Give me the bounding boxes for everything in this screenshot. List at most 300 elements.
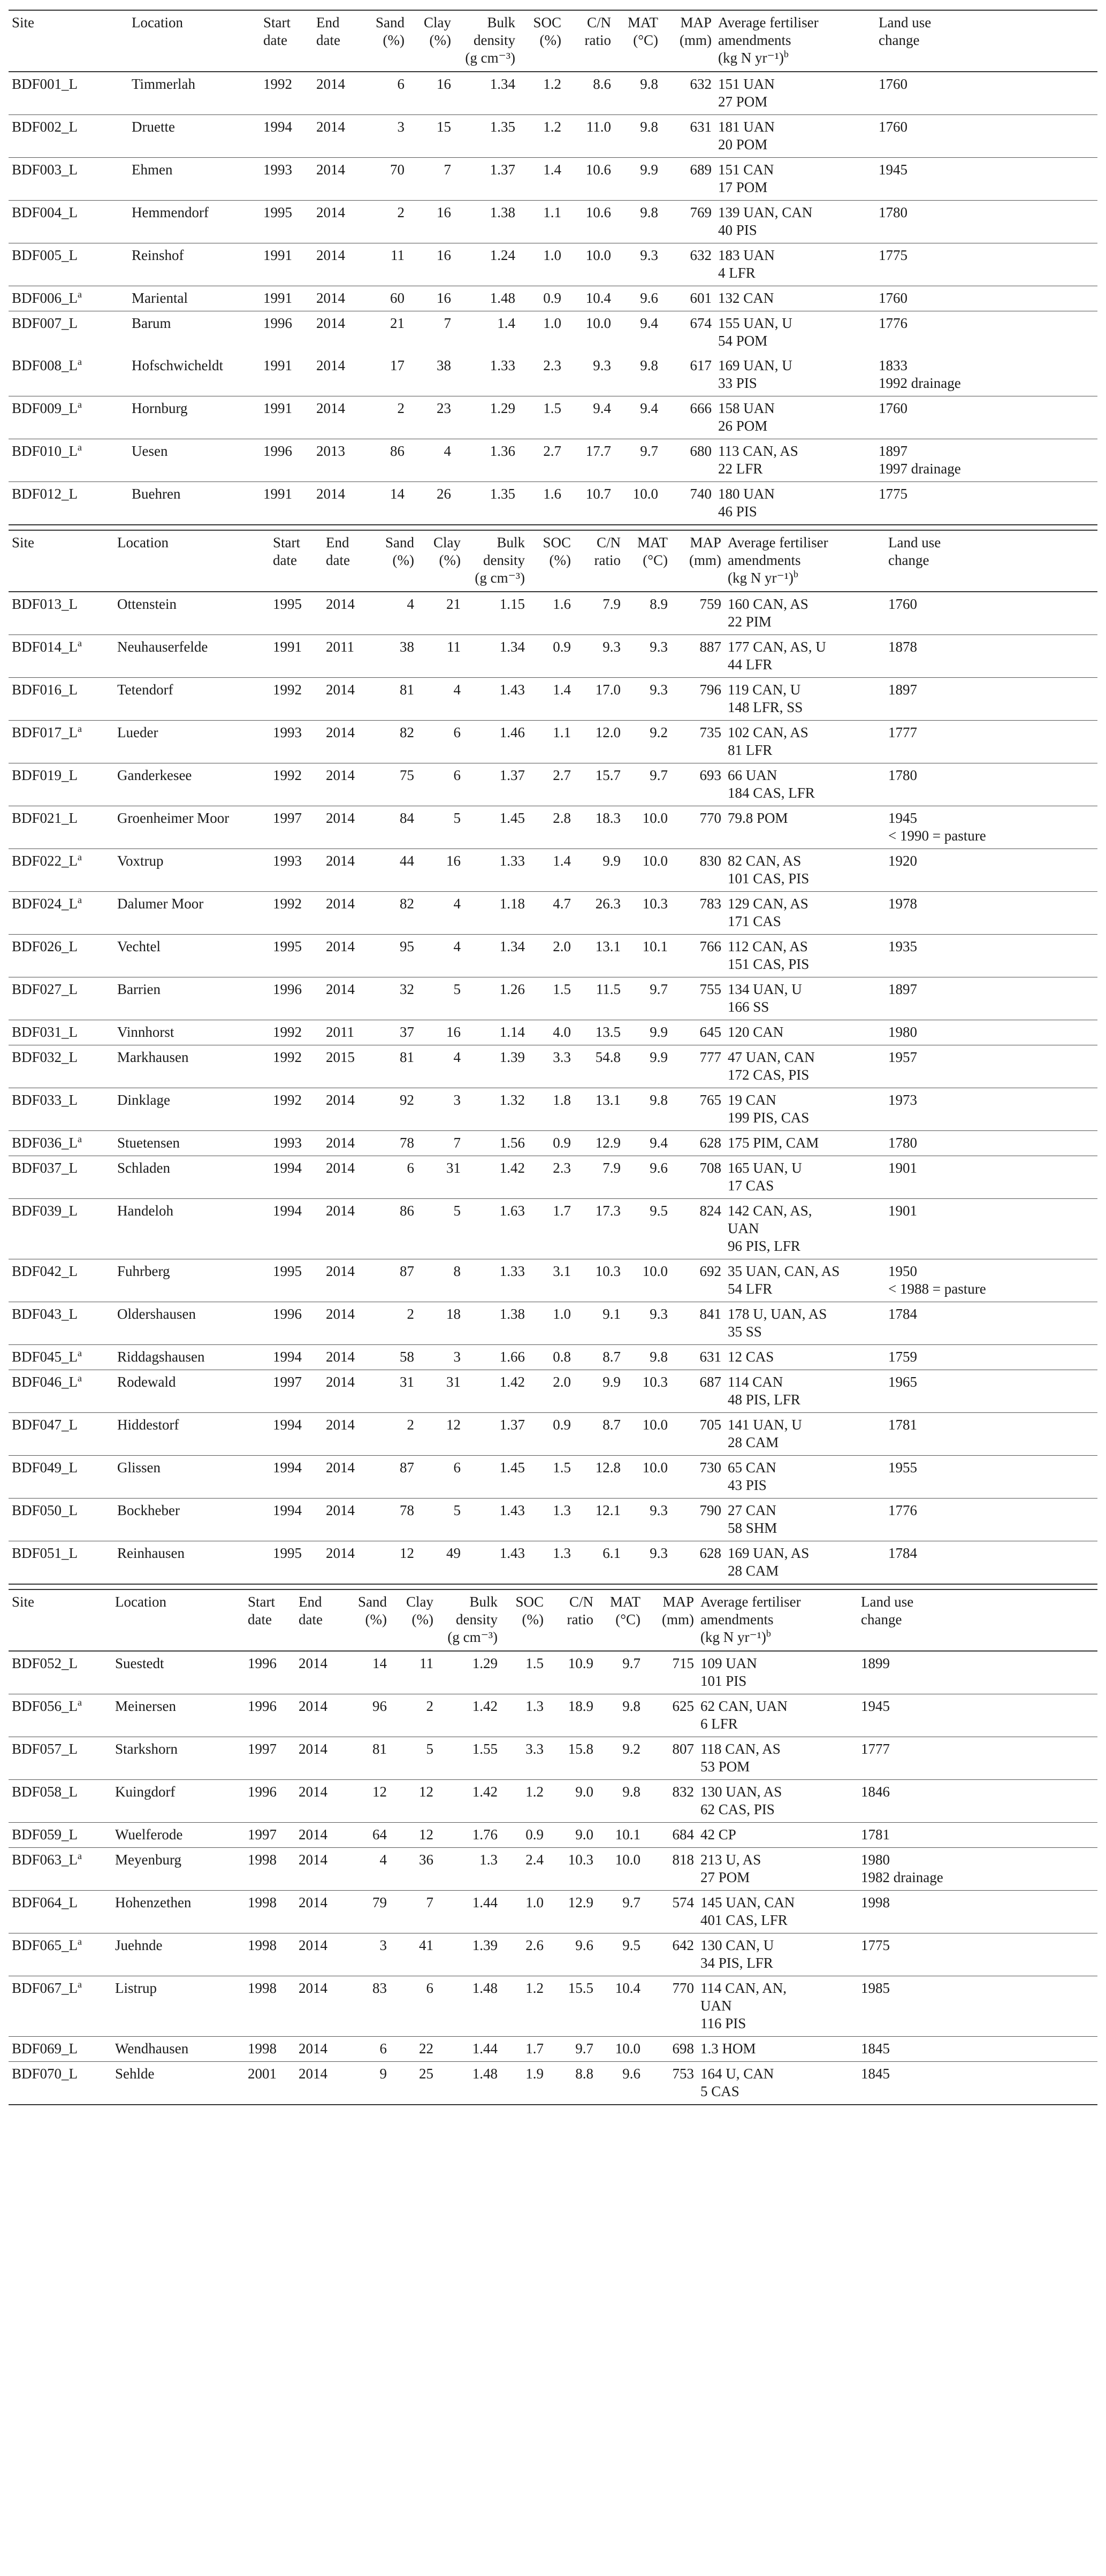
- cell-value: 617: [690, 357, 712, 373]
- cell-value: 41: [419, 1937, 433, 1953]
- col-end-cell: [313, 72, 360, 115]
- table-row: [9, 2062, 1097, 2105]
- cell-value: 49: [446, 1545, 461, 1561]
- table-row: [9, 1499, 1097, 1541]
- col-bulk-density-cell: [454, 115, 518, 158]
- header-line: Bulk: [487, 14, 515, 30]
- cell-value: 32: [400, 981, 414, 997]
- cell-value: 25: [419, 2066, 433, 2082]
- cell-line: 35 UAN, CAN, AS: [728, 1263, 840, 1279]
- header-line: Clay: [433, 534, 461, 551]
- header-start: [245, 1590, 295, 1651]
- cell-value: BDF013_L: [12, 596, 78, 612]
- col-map-cell: [671, 1541, 724, 1584]
- cell-value: 2014: [316, 204, 345, 220]
- cell-value: 9.8: [622, 1698, 640, 1714]
- cell-line: 169 UAN, U: [718, 357, 792, 373]
- cell-value: 1993: [273, 724, 302, 740]
- col-fertiliser-cell: [724, 678, 885, 721]
- col-soc-cell: [528, 849, 574, 892]
- header-soc: [518, 11, 565, 72]
- col-bulk-density-cell: [464, 1456, 528, 1499]
- col-cn-ratio-cell: [565, 115, 614, 158]
- col-clay-cell: [408, 72, 454, 115]
- cell-line: 54 POM: [718, 333, 768, 349]
- col-location-cell: [128, 439, 260, 482]
- col-bulk-density-cell: [454, 158, 518, 201]
- cell-line: 27 POM: [700, 1869, 750, 1885]
- col-start-cell: [260, 115, 313, 158]
- table-row: [9, 721, 1097, 763]
- cell-value: 3: [453, 1349, 461, 1365]
- cell-value: 765: [699, 1092, 721, 1108]
- cell-value: 11: [391, 247, 405, 263]
- header-start: [260, 11, 313, 72]
- col-mat-cell: [614, 311, 661, 354]
- col-cn-ratio-cell: [574, 1456, 624, 1499]
- col-sand-cell: [360, 396, 408, 439]
- col-bulk-density-cell: [464, 935, 528, 977]
- col-site-cell: [9, 1694, 112, 1737]
- cell-value: 1996: [248, 1698, 277, 1714]
- col-fertiliser-cell: [715, 243, 875, 286]
- header-fertiliser: [724, 531, 885, 592]
- col-site-cell: [9, 1541, 114, 1584]
- cell-value: 8.7: [602, 1349, 621, 1365]
- col-sand-cell: [369, 935, 417, 977]
- col-sand-cell: [360, 354, 408, 396]
- cell-value: 8.9: [650, 596, 668, 612]
- cell-value: 1.3: [553, 1502, 571, 1518]
- col-land-use-cell: [885, 1302, 1097, 1345]
- cell-value: 6: [407, 1160, 414, 1176]
- cell-value: 10.6: [585, 162, 611, 178]
- col-sand-cell: [360, 72, 408, 115]
- cell-value: BDF007_L: [12, 315, 78, 331]
- cell-line: 155 UAN, U: [718, 315, 792, 331]
- cell-value: Barum: [132, 315, 171, 331]
- col-site-cell: [9, 243, 128, 286]
- col-location-cell: [114, 1156, 270, 1199]
- col-location-cell: [114, 935, 270, 977]
- cell-value: 2014: [326, 1502, 355, 1518]
- col-mat-cell: [624, 1370, 671, 1413]
- cell-value: 1.43: [499, 1502, 525, 1518]
- col-soc-cell: [518, 243, 565, 286]
- col-mat-cell: [624, 1499, 671, 1541]
- cell-value: 1.29: [472, 1655, 498, 1671]
- cell-value: 1.5: [525, 1655, 544, 1671]
- cell-value: 2014: [316, 119, 345, 135]
- col-soc-cell: [528, 806, 574, 849]
- cell-value: BDF017_L: [12, 724, 78, 740]
- header-fertiliser: [715, 11, 875, 72]
- cell-value: BDF037_L: [12, 1160, 78, 1176]
- table-row: [9, 1020, 1097, 1045]
- footnote-marker: a: [78, 638, 82, 648]
- cell-line: 172 CAS, PIS: [728, 1067, 810, 1083]
- cell-value: Neuhauserfelde: [117, 639, 208, 655]
- cell-value: 10.7: [585, 486, 611, 502]
- col-fertiliser-cell: [715, 201, 875, 243]
- col-cn-ratio-cell: [565, 354, 614, 396]
- cell-value: 2: [407, 1417, 414, 1433]
- cell-value: 2014: [326, 1160, 355, 1176]
- cell-value: 2014: [316, 315, 345, 331]
- cell-value: 642: [672, 1937, 694, 1953]
- cell-line: 114 CAN: [728, 1374, 783, 1390]
- col-sand-cell: [341, 2037, 390, 2062]
- col-mat-cell: [624, 1020, 671, 1045]
- col-location-cell: [112, 1651, 245, 1694]
- col-bulk-density-cell: [464, 1259, 528, 1302]
- cell-value: BDF065_L: [12, 1937, 78, 1953]
- col-land-use-cell: [885, 806, 1097, 849]
- table-row: [9, 201, 1097, 243]
- col-fertiliser-cell: [724, 1156, 885, 1199]
- header-land-use: [875, 11, 1097, 72]
- cell-line: 1776: [879, 315, 907, 331]
- cell-line: 1982 drainage: [861, 1869, 943, 1885]
- header-clay: [390, 1590, 437, 1651]
- cell-line: 151 CAN: [718, 162, 774, 178]
- cell-value: 1.39: [472, 1937, 498, 1953]
- cell-value: 1991: [263, 290, 292, 306]
- cell-value: Hohenzethen: [115, 1894, 192, 1910]
- cell-line: 1901: [888, 1160, 917, 1176]
- cell-value: 2.7: [553, 767, 571, 783]
- cell-line: 1780: [888, 1135, 917, 1151]
- col-site-cell: [9, 1020, 114, 1045]
- cell-value: 10.4: [615, 1980, 640, 1996]
- cell-line: 1945: [879, 162, 907, 178]
- cell-value: 1.0: [543, 315, 561, 331]
- header-map: [661, 11, 715, 72]
- cell-value: 1.45: [499, 1459, 525, 1476]
- col-fertiliser-cell: [724, 1541, 885, 1584]
- col-fertiliser-cell: [697, 1891, 858, 1933]
- col-land-use-cell: [858, 1976, 1097, 2037]
- table-row: [9, 1413, 1097, 1456]
- header-cn-ratio: [574, 531, 624, 592]
- cell-line: 114 CAN, AN,: [700, 1980, 787, 1996]
- cell-value: BDF024_L: [12, 896, 78, 912]
- col-bulk-density-cell: [437, 1933, 501, 1976]
- col-map-cell: [671, 1045, 724, 1088]
- cell-value: 8.7: [602, 1417, 621, 1433]
- cell-line: 4 LFR: [718, 265, 756, 281]
- cell-value: 1997: [248, 1826, 277, 1843]
- cell-value: 9.9: [602, 1374, 621, 1390]
- cell-value: 21: [390, 315, 405, 331]
- cell-value: 1994: [263, 119, 292, 135]
- col-start-cell: [260, 286, 313, 311]
- cell-value: 17.0: [595, 682, 621, 698]
- cell-value: 1.34: [490, 76, 515, 92]
- cell-value: 0.9: [543, 290, 561, 306]
- cell-line: 134 UAN, U: [728, 981, 802, 997]
- col-site-cell: [9, 849, 114, 892]
- col-mat-cell: [624, 935, 671, 977]
- col-clay-cell: [417, 892, 464, 935]
- cell-value: BDF049_L: [12, 1459, 78, 1476]
- col-sand-cell: [369, 1156, 417, 1199]
- col-end-cell: [323, 635, 369, 678]
- cell-value: 625: [672, 1698, 694, 1714]
- col-sand-cell: [369, 763, 417, 806]
- cell-value: 9.7: [575, 2040, 593, 2057]
- col-land-use-cell: [858, 2062, 1097, 2105]
- table-row: [9, 396, 1097, 439]
- col-land-use-cell: [885, 1156, 1097, 1199]
- table-row: [9, 1891, 1097, 1933]
- col-land-use-cell: [885, 849, 1097, 892]
- col-soc-cell: [518, 72, 565, 115]
- cell-line: 118 CAN, AS: [700, 1741, 781, 1757]
- cell-value: 1992: [273, 1049, 302, 1065]
- header-line: (mm): [680, 32, 712, 48]
- col-start-cell: [270, 849, 323, 892]
- cell-line: 120 CAN: [728, 1024, 784, 1040]
- col-site-cell: [9, 439, 128, 482]
- col-end-cell: [323, 1370, 369, 1413]
- col-cn-ratio-cell: [547, 1651, 597, 1694]
- col-site-cell: [9, 1045, 114, 1088]
- col-soc-cell: [528, 977, 574, 1020]
- cell-line: 27 CAN: [728, 1502, 776, 1518]
- cell-value: 9.9: [650, 1049, 668, 1065]
- col-bulk-density-cell: [464, 763, 528, 806]
- col-location-cell: [128, 396, 260, 439]
- cell-value: 22: [419, 2040, 433, 2057]
- cell-line: 180 UAN: [718, 486, 775, 502]
- header-line: (kg N yr⁻¹)$^b$: [700, 1628, 771, 1645]
- cell-value: 36: [419, 1852, 433, 1868]
- cell-line: 19 CAN: [728, 1092, 776, 1108]
- col-start-cell: [270, 592, 323, 635]
- col-land-use-cell: [875, 354, 1097, 396]
- col-fertiliser-cell: [724, 1199, 885, 1259]
- col-location-cell: [128, 286, 260, 311]
- cell-value: 1.2: [525, 1980, 544, 1996]
- cell-line: 1760: [879, 290, 907, 306]
- cell-line: 48 PIS, LFR: [728, 1392, 800, 1408]
- cell-value: 9.6: [650, 1160, 668, 1176]
- cell-line: 34 PIS, LFR: [700, 1955, 773, 1971]
- col-soc-cell: [518, 201, 565, 243]
- cell-value: 0.9: [525, 1826, 544, 1843]
- cell-value: 9.8: [640, 204, 658, 220]
- cell-value: 2014: [326, 1545, 355, 1561]
- table-section: [9, 530, 1097, 1585]
- col-soc-cell: [501, 1848, 547, 1891]
- cell-value: 12.9: [595, 1135, 621, 1151]
- col-clay-cell: [408, 201, 454, 243]
- header-line: MAP: [662, 1594, 694, 1610]
- header-line: MAT: [609, 1594, 640, 1610]
- cell-value: 9.3: [650, 682, 668, 698]
- cell-value: 95: [400, 938, 414, 954]
- cell-value: 9.5: [650, 1203, 668, 1219]
- cell-value: 96: [372, 1698, 387, 1714]
- cell-value: 1997: [248, 1741, 277, 1757]
- cell-value: Dalumer Moor: [117, 896, 204, 912]
- col-location-cell: [114, 1259, 270, 1302]
- cell-value: 2014: [316, 357, 345, 373]
- header-line: End: [326, 534, 349, 551]
- col-bulk-density-cell: [464, 1045, 528, 1088]
- col-soc-cell: [528, 1259, 574, 1302]
- cell-value: 87: [400, 1459, 414, 1476]
- col-soc-cell: [528, 1199, 574, 1259]
- cell-value: 1.63: [499, 1203, 525, 1219]
- col-land-use-cell: [858, 1651, 1097, 1694]
- table-row: [9, 763, 1097, 806]
- col-clay-cell: [417, 977, 464, 1020]
- cell-value: BDF052_L: [12, 1655, 78, 1671]
- col-fertiliser-cell: [724, 1345, 885, 1370]
- col-bulk-density-cell: [437, 1737, 501, 1780]
- cell-line: 1978: [888, 896, 917, 912]
- col-end-cell: [295, 1780, 341, 1823]
- header-site: [9, 11, 128, 72]
- col-soc-cell: [528, 678, 574, 721]
- col-land-use-cell: [885, 1345, 1097, 1370]
- col-site-cell: [9, 1976, 112, 2037]
- cell-value: 2014: [316, 162, 345, 178]
- cell-value: 2.3: [553, 1160, 571, 1176]
- cell-value: 687: [699, 1374, 721, 1390]
- cell-value: 10.4: [585, 290, 611, 306]
- header-line: density: [483, 552, 525, 568]
- cell-value: 1.38: [499, 1306, 525, 1322]
- cell-line: 47 UAN, CAN: [728, 1049, 815, 1065]
- col-sand-cell: [360, 158, 408, 201]
- cell-value: 1.34: [499, 639, 525, 655]
- col-cn-ratio-cell: [574, 806, 624, 849]
- col-mat-cell: [614, 115, 661, 158]
- col-bulk-density-cell: [454, 396, 518, 439]
- header-line: C/N: [586, 14, 611, 30]
- cell-line: 1760: [888, 596, 917, 612]
- col-clay-cell: [417, 1259, 464, 1302]
- cell-value: 12.9: [568, 1894, 593, 1910]
- cell-value: BDF002_L: [12, 119, 78, 135]
- cell-value: 9.3: [650, 1306, 668, 1322]
- header-line: date: [326, 552, 350, 568]
- cell-value: 735: [699, 724, 721, 740]
- cell-value: 2014: [299, 2066, 327, 2082]
- col-end-cell: [295, 1848, 341, 1891]
- cell-line: 82 CAN, AS: [728, 853, 802, 869]
- cell-value: 13.5: [595, 1024, 621, 1040]
- col-bulk-density-cell: [437, 2062, 501, 2105]
- col-fertiliser-cell: [697, 1933, 858, 1976]
- col-cn-ratio-cell: [565, 482, 614, 525]
- col-fertiliser-cell: [715, 354, 875, 396]
- cell-value: BDF031_L: [12, 1024, 78, 1040]
- cell-value: 2014: [326, 596, 355, 612]
- col-end-cell: [295, 1651, 341, 1694]
- col-soc-cell: [501, 2037, 547, 2062]
- col-mat-cell: [614, 201, 661, 243]
- cell-value: Fuhrberg: [117, 1263, 170, 1279]
- col-land-use-cell: [885, 1131, 1097, 1156]
- col-clay-cell: [417, 635, 464, 678]
- cell-value: 10.0: [615, 1852, 640, 1868]
- cell-value: Ganderkesee: [117, 767, 192, 783]
- col-soc-cell: [518, 354, 565, 396]
- table-row: [9, 2037, 1097, 2062]
- col-bulk-density-cell: [437, 1848, 501, 1891]
- cell-value: 1.26: [499, 981, 525, 997]
- cell-value: 3: [397, 119, 405, 135]
- col-map-cell: [671, 1370, 724, 1413]
- cell-value: 1.42: [499, 1160, 525, 1176]
- col-fertiliser-cell: [697, 1823, 858, 1848]
- col-cn-ratio-cell: [574, 1156, 624, 1199]
- col-clay-cell: [417, 1345, 464, 1370]
- col-cn-ratio-cell: [574, 1370, 624, 1413]
- cell-value: 9.7: [650, 767, 668, 783]
- cell-line: 112 CAN, AS: [728, 938, 808, 954]
- header-row: [9, 531, 1097, 592]
- cell-line: 1845: [861, 2066, 890, 2082]
- header-sand: [341, 1590, 390, 1651]
- header-line: MAP: [690, 534, 721, 551]
- cell-value: 2.3: [543, 357, 561, 373]
- cell-value: 715: [672, 1655, 694, 1671]
- header-line: ratio: [594, 552, 621, 568]
- col-fertiliser-cell: [724, 1259, 885, 1302]
- cell-value: 2: [397, 400, 405, 416]
- cell-value: 601: [690, 290, 712, 306]
- cell-value: 31: [446, 1374, 461, 1390]
- cell-value: 54.8: [595, 1049, 621, 1065]
- col-land-use-cell: [858, 2037, 1097, 2062]
- col-start-cell: [245, 2037, 295, 2062]
- header-line: End: [299, 1594, 322, 1610]
- cell-value: Rodewald: [117, 1374, 176, 1390]
- cell-value: 10.0: [585, 247, 611, 263]
- col-bulk-density-cell: [464, 721, 528, 763]
- cell-value: 26: [437, 486, 451, 502]
- cell-value: 6: [426, 1980, 433, 1996]
- cell-value: 10.3: [642, 1374, 668, 1390]
- header-bulk-density: [464, 531, 528, 592]
- col-location-cell: [112, 2037, 245, 2062]
- cell-value: 92: [400, 1092, 414, 1108]
- cell-value: Sehlde: [115, 2066, 155, 2082]
- cell-value: 9.9: [602, 853, 621, 869]
- col-fertiliser-cell: [724, 1302, 885, 1345]
- header-row: [9, 1590, 1097, 1651]
- cell-value: Stuetensen: [117, 1135, 180, 1151]
- header-line: (g cm⁻³): [465, 50, 515, 66]
- cell-value: 1995: [273, 938, 302, 954]
- cell-value: 8.6: [593, 76, 611, 92]
- col-clay-cell: [390, 2062, 437, 2105]
- cell-value: 16: [437, 290, 451, 306]
- table-row: [9, 977, 1097, 1020]
- col-start-cell: [270, 1131, 323, 1156]
- col-land-use-cell: [858, 1823, 1097, 1848]
- cell-value: 15: [437, 119, 451, 135]
- col-start-cell: [270, 1413, 323, 1456]
- cell-value: BDF051_L: [12, 1545, 78, 1561]
- cell-value: BDF070_L: [12, 2066, 78, 2082]
- header-location: [112, 1590, 245, 1651]
